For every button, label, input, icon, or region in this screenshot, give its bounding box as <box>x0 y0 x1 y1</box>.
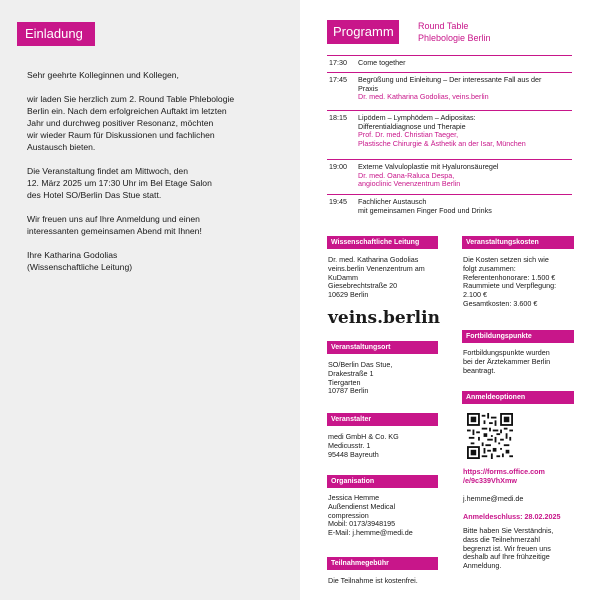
invitation-letter <box>27 69 277 285</box>
anmeldeoptionen-heading: Anmeldeoptionen <box>462 391 574 404</box>
kosten-heading: Veranstaltungskosten <box>462 236 574 249</box>
letter-paragraph: wir laden Sie herzlich zum 2. Round Table Phlebologie Berlin ein. Nach dem erfolgreichen Auftakt im letzten Jahr und durchweg positiver Resonanz, möchten wir wieder Raum für Diskussionen und fachlichen Austausch bieten. <box>27 94 235 152</box>
qr-code[interactable] <box>467 413 513 459</box>
program-time: 17:30 <box>329 58 347 67</box>
ort-heading: Veranstaltungsort <box>327 341 438 354</box>
program-item <box>327 72 572 110</box>
ort-text: SO/Berlin Das Stue, Drakestraße 1 Tiergarten 10787 Berlin <box>328 360 393 396</box>
letter-paragraph: Die Veranstaltung findet am Mittwoch, den 12. März 2025 um 17:30 Uhr im Bel Etage Salon des Hotel SO/Berlin Das Stue statt. <box>27 166 212 200</box>
program-time: 17:45 <box>329 75 347 84</box>
veins-berlin-logo: veins.berlin <box>328 308 440 328</box>
program-item <box>327 110 572 159</box>
program-title: Externe Valvuloplastie mit Hyaluronsäuregel <box>358 162 499 171</box>
veranstalter-heading: Veranstalter <box>327 413 438 426</box>
program-title: Fachlicher Austausch mit gemeinsamen Finger Food und Drinks <box>358 197 492 215</box>
wiss-leitung-text: Dr. med. Katharina Godolias veins.berlin Venenzentrum am KuDamm Giesebrechtstraße 20 10629 Berlin <box>328 255 425 300</box>
programm-heading: Programm <box>327 20 399 44</box>
einladung-heading: Einladung <box>17 22 95 46</box>
registration-email[interactable]: j.hemme@medi.de <box>463 494 524 503</box>
gebuehr-text: Die Teilnahme ist kostenfrei. <box>328 576 418 585</box>
program-item <box>327 159 572 194</box>
kosten-text: Die Kosten setzen sich wie folgt zusammen: Referentenhonorare: 1.500 € Raummiete und Verpflegung: 2.100 € Gesamtkosten: 3.600 € <box>463 255 557 308</box>
gebuehr-heading: Teilnahmegebühr <box>327 557 438 570</box>
program-list <box>327 55 572 224</box>
organisation-heading: Organisation <box>327 475 438 488</box>
program-title: Come together <box>358 58 406 67</box>
letter-paragraph: Ihre Katharina Godolias (Wissenschaftliche Leitung) <box>27 250 133 272</box>
organisation-text: Jessica Hemme Außendienst Medical compression Mobil: 0173/3948195 E-Mail: j.hemme@medi.de <box>328 493 413 538</box>
program-item <box>327 194 572 224</box>
program-time: 18:15 <box>329 113 347 122</box>
registration-deadline: Anmeldeschluss: 28.02.2025 <box>463 512 561 521</box>
program-speaker: Prof. Dr. med. Christian Taeger, Plastische Chirurgie & Ästhetik an der Isar, München <box>358 130 526 148</box>
program-time: 19:00 <box>329 162 347 171</box>
letter-paragraph: Wir freuen uns auf Ihre Anmeldung und einen interessanten gemeinsamen Abend mit Ihnen! <box>27 214 202 236</box>
registration-link[interactable]: https://forms.office.com /e/9c339VhXmw <box>463 467 545 485</box>
program-time: 19:45 <box>329 197 347 206</box>
program-speaker: Dr. med. Oana-Raluca Despa, angioclinic Venenzentrum Berlin <box>358 170 461 189</box>
veranstalter-text: medi GmbH & Co. KG Medicusstr. 1 95448 Bayreuth <box>328 432 399 459</box>
program-title: Begrüßung und Einleitung – Der interessante Fall aus der Praxis <box>358 75 542 93</box>
wiss-leitung-heading: Wissenschaftliche Leitung <box>327 236 438 249</box>
program-item <box>327 55 572 72</box>
event-title: Round Table Phlebologie Berlin <box>418 21 491 43</box>
program-speaker: Dr. med. Katharina Godolias, veins.berlin <box>358 92 489 102</box>
letter-paragraph: Sehr geehrte Kolleginnen und Kollegen, <box>27 70 179 80</box>
fortbildung-heading: Fortbildungspunkte <box>462 330 574 343</box>
registration-note: Bitte haben Sie Verständnis, dass die Teilnehmerzahl begrenzt ist. Wir freuen uns deshalb auf Ihre frühzeitige Anmeldung. <box>463 526 554 571</box>
fortbildung-text: Fortbildungspunkte wurden bei der Ärztekammer Berlin beantragt. <box>463 348 551 375</box>
program-title: Lipödem – Lymphödem – Adipositas: Differentialdiagnose und Therapie <box>358 113 476 131</box>
